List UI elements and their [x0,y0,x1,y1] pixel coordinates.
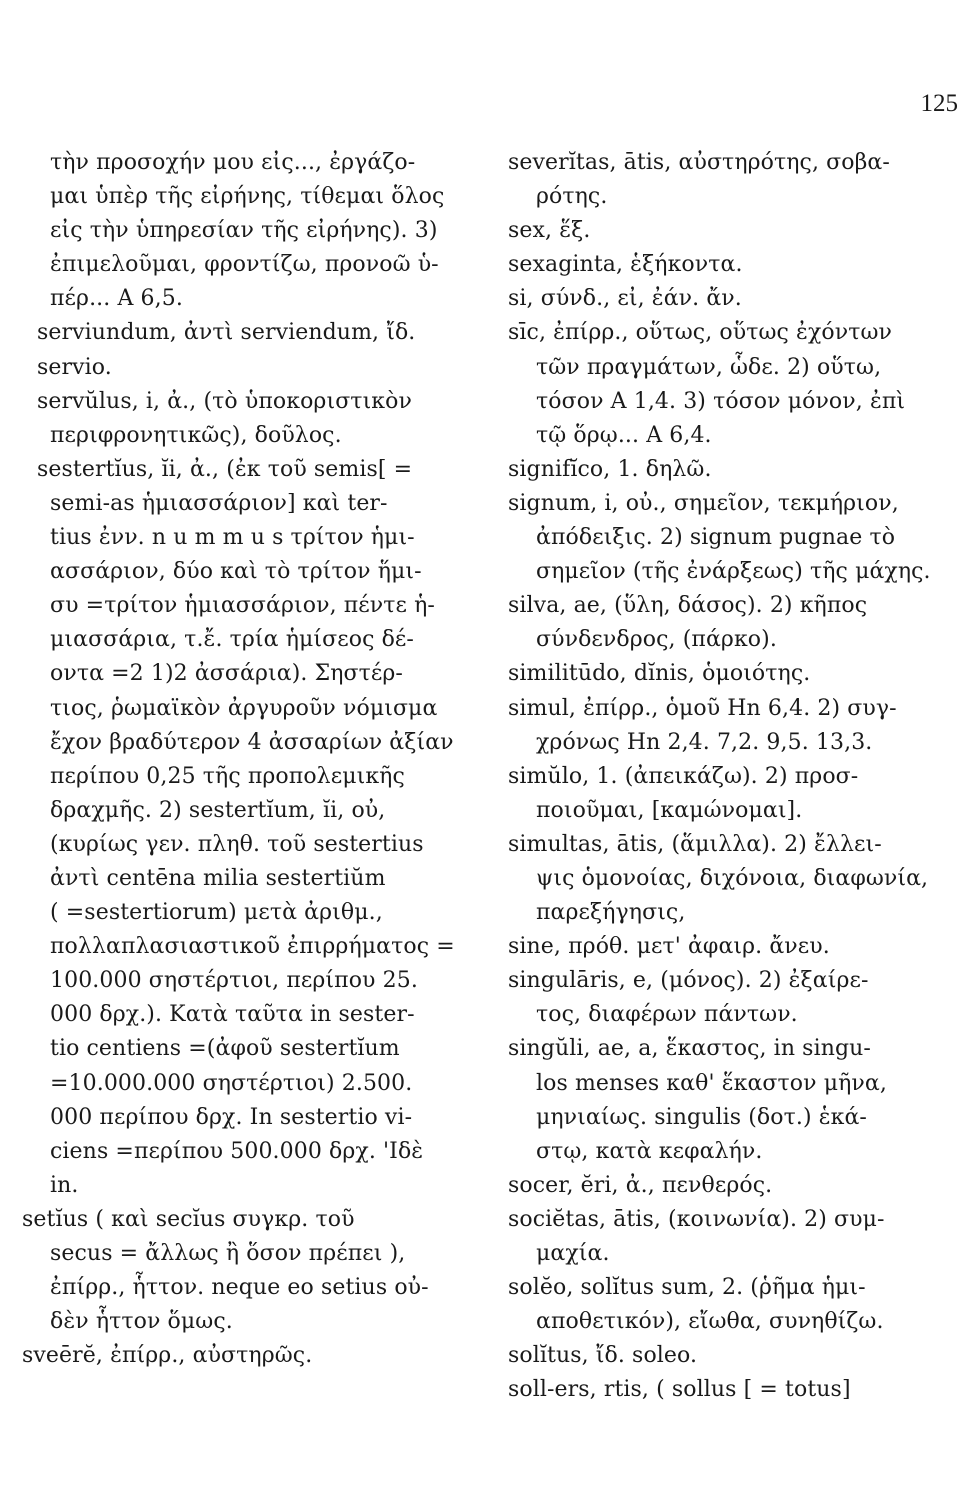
dictionary-line: sine, πρόθ. μετ' ἀφαιρ. ἄνευ. [508,934,830,960]
right-column [508,146,960,1407]
dictionary-line: ἐπίρρ., ἧττον. neque eo setius οὐ- [50,1275,429,1301]
dictionary-line: singŭli, ae, a, ἕκαστος, in singu- [508,1036,871,1062]
dictionary-line: ciens =περίπου 500.000 δρχ. 'Ιδὲ [50,1138,424,1164]
dictionary-line: simultas, ātis, (ἅμιλλα). 2) ἔλλει- [508,831,882,857]
dictionary-line: =10.000.000 σηστέρτιοι) 2.500. [50,1070,413,1096]
dictionary-line: ἔχον βραδύτερον 4 ἀσσαρίων ἀξίαν [50,729,454,755]
dictionary-line: πολλαπλασιαστικοῦ ἐπιρρήματος = [50,934,455,960]
dictionary-line: χρόνως Hn 2,4. 7,2. 9,5. 13,3. [536,729,873,755]
dictionary-line: si, σύνδ., εἰ, ἐάν. ἄν. [508,286,742,312]
dictionary-line: sīc, ἐπίρρ., οὕτως, οὕτως ἐχόντων [508,320,892,346]
dictionary-line: serviundum, ἀντὶ serviendum, ἴδ. [37,320,416,346]
dictionary-line: severĭtas, ātis, αὐστηρότης, σοβα- [508,150,890,175]
dictionary-line: ασσάριον, δύο καὶ τὸ τρίτον ἥμι- [50,559,422,585]
dictionary-line: μαι ὑπὲρ τῆς εἰρήνης, τίθεμαι ὅλος [50,184,445,210]
dictionary-line: οντα =2 1)2 ἀσσάρια). Σηστέρ- [50,661,403,687]
dictionary-line: σύνδενδρος, (πάρκο). [536,627,777,653]
dictionary-line: στῳ, κατὰ κεφαλήν. [536,1138,763,1164]
dictionary-line: signifĭco, 1. δηλῶ. [508,456,712,482]
dictionary-line: συ =τρίτον ἡμιασσάριον, πέντε ἡ- [50,593,435,619]
dictionary-line: μιασσάρια, τ.ἔ. τρία ἡμίσεος δέ- [50,627,414,653]
dictionary-line: sestertĭus, ĭi, ἀ., (ἐκ τοῦ semis[ = [37,456,413,482]
dictionary-line: similitūdo, dĭnis, ὁμοιότης. [508,661,811,687]
dictionary-line: 000 περίπου δρχ. In sestertio vi- [50,1104,413,1130]
dictionary-line: τος, διαφέρων πάντων. [536,1002,798,1028]
dictionary-line: in. [50,1172,79,1198]
dictionary-line: solĭtus, ἴδ. soleo. [508,1343,698,1369]
dictionary-line: εἰς τὴν ὑπηρεσίαν τῆς εἰρήνης). 3) [50,218,438,244]
left-column [22,146,474,1373]
dictionary-line: ( =sestertiorum) μετὰ ἀριθμ., [50,900,383,926]
dictionary-line: δραχμῆς. 2) sestertĭum, ĭi, οὐ, [50,797,386,823]
dictionary-line: secus = ἄλλως ἢ ὅσον πρέπει ), [50,1241,406,1266]
dictionary-line: setĭus ( καὶ secĭus συγκρ. τοῦ [22,1206,355,1232]
dictionary-line: solĕo, solĭtus sum, 2. (ῥῆμα ἡμι- [508,1275,866,1301]
dictionary-line: τὴν προσοχήν μου εἰς..., ἐργάζο- [50,150,416,175]
dictionary-line: μηνιαίως. singulis (δοτ.) ἑκά- [536,1104,867,1130]
dictionary-line: τῶν πραγμάτων, ὧδε. 2) οὕτω, [536,354,882,380]
dictionary-line: sveērĕ, ἐπίρρ., αὐστηρῶς. [22,1343,313,1369]
dictionary-line: signum, i, οὐ., σημεῖον, τεκμήριον, [508,490,899,516]
dictionary-line: (κυρίως γεν. πληθ. τοῦ sestertius [50,831,424,857]
dictionary-line: singulāris, e, (μόνος). 2) ἐξαίρε- [508,968,869,994]
dictionary-line: σημεῖον (τῆς ἐνάρξεως) τῆς μάχης. [536,559,931,585]
page-number: 125 [920,90,958,117]
dictionary-line: τιος, ῥωμαϊκὸν ἀργυροῦν νόμισμα [50,695,438,721]
dictionary-line: tius ἐνν. n u m m u s τρίτον ἡμι- [50,525,415,551]
dictionary-line: ποιοῦμαι, [καμώνομαι]. [536,797,803,823]
dictionary-line: περιφρονητικῶς), δοῦλος. [50,422,342,448]
dictionary-line: simul, ἐπίρρ., ὁμοῦ Hn 6,4. 2) συγ- [508,695,897,721]
dictionary-line: ἀπόδειξις. 2) signum pugnae τὸ [536,525,896,551]
dictionary-line: αποθετικόν), εἴωθα, συνηθίζω. [536,1309,884,1335]
dictionary-line: ἐπιμελοῦμαι, φροντίζω, προνοῶ ὑ- [50,252,439,278]
dictionary-line: ἀντὶ centēna milia sestertiŭm [50,865,386,891]
dictionary-line: πέρ... A 6,5. [50,286,183,312]
dictionary-line: silva, ae, (ὕλη, δάσος). 2) κῆπος [508,593,868,619]
dictionary-line: ψις ὁμονοίας, διχόνοια, διαφωνία, [536,865,929,891]
dictionary-line: socer, ĕri, ἀ., πενθερός. [508,1172,773,1198]
dictionary-line: παρεξήγησις, [536,900,686,926]
dictionary-line: τόσον A 1,4. 3) τόσον μόνον, ἐπὶ [536,388,906,414]
dictionary-line: simŭlo, 1. (ἀπεικάζω). 2) προσ- [508,763,859,789]
dictionary-line: sex, ἕξ. [508,218,591,244]
dictionary-line: 000 δρχ.). Κατὰ ταῦτα in sester- [50,1002,415,1028]
dictionary-line: servio. [37,354,112,380]
dictionary-line: sexaginta, ἑξήκοντα. [508,252,743,278]
dictionary-line: ρότης. [536,184,608,210]
dictionary-line: δὲν ἧττον ὅμως. [50,1309,233,1335]
dictionary-line: περίπου 0,25 τῆς προπολεμικῆς [50,763,405,789]
dictionary-line: τῷ ὅρῳ... A 6,4. [536,422,712,448]
dictionary-line: 100.000 σηστέρτιοι, περίπου 25. [50,968,418,994]
dictionary-line: tio centiens =(ἀφοῦ sestertĭum [50,1036,400,1062]
dictionary-line: μαχία. [536,1241,610,1266]
dictionary-line: semi-as ἡμιασσάριον] καὶ ter- [50,490,388,516]
dictionary-line: soll-ers, rtis, ( sollus [ = totus] [508,1377,851,1403]
dictionary-line: sociĕtas, ātis, (κοινωνία). 2) συμ- [508,1206,885,1232]
dictionary-line: los menses καθ' ἕκαστον μῆνα, [536,1070,887,1096]
dictionary-line: servŭlus, i, ἀ., (τὸ ὑποκοριστικὸν [37,388,412,414]
